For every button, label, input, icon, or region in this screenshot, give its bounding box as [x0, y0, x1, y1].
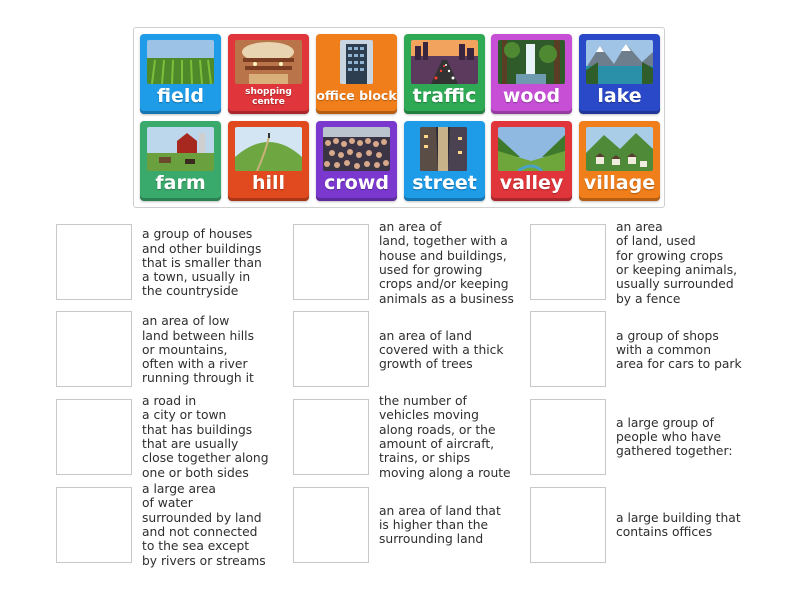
tile-village[interactable]: [579, 121, 660, 201]
lake-image: [586, 40, 653, 84]
hill-image: [235, 127, 302, 171]
tile-label: valley: [499, 172, 564, 194]
definition-text: a group of shops with a common area for cars to park: [616, 328, 742, 372]
tile-label: street: [412, 172, 477, 194]
definition-text: an area of land, used for growing crops or keeping animals, usually surrounded by a fence: [616, 220, 738, 306]
street-image: [420, 127, 467, 171]
tile-label: farm: [155, 172, 206, 194]
tile-lake[interactable]: [579, 34, 660, 114]
tile-label: village: [583, 172, 656, 194]
farm-image: [147, 127, 214, 171]
definition-text: a road in a city or town that has buildings that are usually close together along one or both sides: [142, 394, 269, 480]
drop-slot[interactable]: [293, 224, 369, 300]
valley-image: [498, 127, 565, 171]
drop-slot[interactable]: [530, 399, 606, 475]
village-image: [586, 127, 653, 171]
drop-slot[interactable]: [293, 311, 369, 387]
tile-label: shopping centre: [245, 87, 292, 107]
definition-text: a large group of people who have gathered together:: [616, 415, 733, 459]
drop-slot[interactable]: [530, 224, 606, 300]
drop-slot[interactable]: [293, 399, 369, 475]
wood-image: [498, 40, 565, 84]
tile-label: traffic: [412, 85, 477, 107]
tile-label: crowd: [324, 172, 389, 194]
tile-office-block[interactable]: [316, 34, 397, 114]
definition-text: a group of houses and other buildings that is smaller than a town, usually in the countryside: [142, 227, 262, 299]
traffic-image: [411, 40, 478, 84]
definition-text: an area of land covered with a thick growth of trees: [379, 328, 504, 372]
tile-label: office block: [316, 88, 397, 103]
definition-text: an area of land that is higher than the surrounding land: [379, 503, 501, 547]
definition-text: the number of vehicles moving along roads, or the amount of aircraft, trains, or ships moving along a route: [379, 394, 511, 480]
field-image: [147, 40, 214, 84]
crowd-image: [323, 127, 390, 171]
definition-text: a large area of water surrounded by land and not connected to the sea except by rivers or streams: [142, 482, 266, 568]
tile-valley[interactable]: [491, 121, 572, 201]
tile-shopping-centre[interactable]: [228, 34, 309, 114]
drop-slot[interactable]: [56, 311, 132, 387]
tile-crowd[interactable]: [316, 121, 397, 201]
drop-slot[interactable]: [56, 487, 132, 563]
tile-label: field: [156, 85, 205, 107]
shopping-centre-image: [235, 40, 302, 84]
definition-text: a large building that contains offices: [616, 510, 741, 539]
definition-text: an area of low land between hills or mountains, often with a river running through it: [142, 314, 254, 386]
drop-slot[interactable]: [530, 487, 606, 563]
tile-wood[interactable]: [491, 34, 572, 114]
tile-farm[interactable]: [140, 121, 221, 201]
drop-slot[interactable]: [56, 399, 132, 475]
tile-label: lake: [597, 85, 642, 107]
definition-text: an area of land, together with a house and buildings, used for growing crops and/or keeping animals as a business: [379, 220, 514, 306]
office-block-image: [340, 40, 373, 84]
tile-label: hill: [251, 172, 286, 194]
tile-street[interactable]: [404, 121, 485, 201]
drop-slot[interactable]: [56, 224, 132, 300]
tile-hill[interactable]: [228, 121, 309, 201]
tile-field[interactable]: [140, 34, 221, 114]
drop-slot[interactable]: [530, 311, 606, 387]
drop-slot[interactable]: [293, 487, 369, 563]
tile-label: wood: [502, 85, 561, 107]
tile-traffic[interactable]: [404, 34, 485, 114]
